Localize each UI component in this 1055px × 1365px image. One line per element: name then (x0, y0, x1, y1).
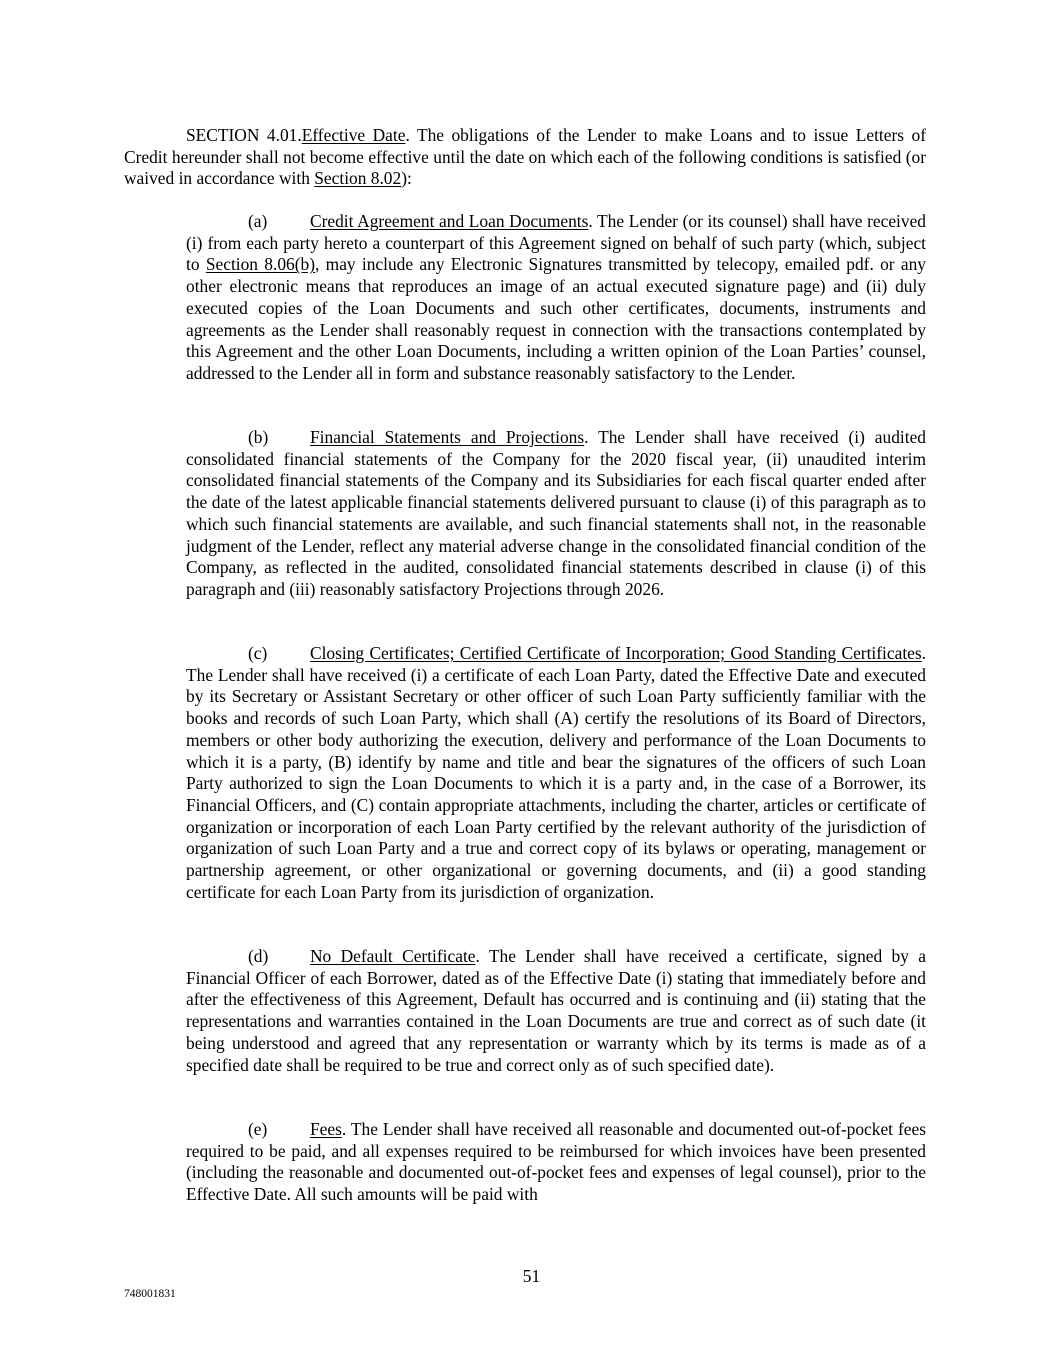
section-heading: Effective Date (301, 125, 406, 145)
paragraph-heading: Closing Certificates; Certified Certificate of Incorporation; Good Standing Certificates (310, 643, 922, 663)
section-text: . The obligations of the Lender to make Loans and to issue Letters of Credit hereunder shall not become effective until the date on which each of the following conditions is satisfied (or waived in accordance with (124, 125, 926, 189)
paragraph-heading: Credit Agreement and Loan Documents (310, 211, 589, 231)
paragraph-text: . The Lender shall have received all reasonable and documented out-of-pocket fees required to be paid, and all expenses required to be reimbursed for which invoices have been presented (including the reasonable and documented out-of-pocket fees and expenses of legal counsel), prior to the Effective Date. All such amounts will be paid with (186, 1119, 926, 1205)
paragraph-a (186, 211, 926, 385)
paragraph-d (186, 946, 926, 1076)
paragraph-label: (b) (248, 427, 269, 447)
paragraph-heading: No Default Certificate (310, 946, 476, 966)
paragraph-text: . The Lender shall have received a certificate, signed by a Financial Officer of each Borrower, dated as of the Effective Date (i) stating that immediately before and after the effectiveness of this Agreement, Default has occurred and is continuing and (ii) stating that the representations and warranties contained in the Loan Documents are true and correct as of such date (it being understood and agreed that any representation or warranty which by its terms is made as of a specified date shall be required to be true and correct only as of such specified date). (186, 946, 926, 1075)
paragraph-e (186, 1119, 926, 1206)
paragraph-label: (a) (248, 211, 268, 231)
page-number: 51 (522, 1266, 541, 1286)
paragraph-label: (d) (248, 946, 269, 966)
document-id: 748001831 (124, 1288, 176, 1300)
paragraph-label: (e) (248, 1119, 268, 1139)
paragraph-heading: Financial Statements and Projections (310, 427, 585, 447)
section-4-01 (124, 125, 926, 190)
paragraph-c (186, 643, 926, 903)
paragraph-heading: Fees (310, 1119, 342, 1139)
paragraph-text: . The Lender shall have received (i) audited consolidated financial statements of the Company for the 2020 fiscal year, (ii) unaudited interim consolidated financial statements of the Company and its Subsidiaries for each fiscal quarter ended after the date of the latest applicable financial statements delivered pursuant to clause (i) of this paragraph as to which such financial statements are available, and such financial statements shall not, in the reasonable judgment of the Lender, reflect any material adverse change in the consolidated financial condition of the Company, as reflected in the audited, consolidated financial statements described in clause (i) of this paragraph and (iii) reasonably satisfactory Projections through 2026. (186, 427, 926, 599)
paragraph-text: . The Lender (or its counsel) shall have received (i) from each party hereto a counterpart of this Agreement signed on behalf of such party (which, subject to (186, 211, 926, 275)
paragraph-label: (c) (248, 643, 268, 663)
paragraph-reference: Section 8.06(b) (205, 254, 316, 275)
section-reference: Section 8.02 (314, 168, 402, 189)
section-text-end: ): (401, 168, 412, 189)
paragraph-b (186, 427, 926, 601)
paragraph-text: . The Lender shall have received (i) a certificate of each Loan Party, dated the Effective Date and executed by its Secretary or Assistant Secretary or other officer of such Loan Party sufficiently familiar with the books and records of such Loan Party, which shall (A) certify the resolutions of its Board of Directors, members or other body authorizing the execution, delivery and performance of the Loan Documents to which it is a party, (B) identify by name and title and bear the signatures of the officers of such Loan Party authorized to sign the Loan Documents to which it is a party and, in the case of a Borrower, its Financial Officers, and (C) contain appropriate attachments, including the charter, articles or certificate of organization or incorporation of each Loan Party certified by the relevant authority of the jurisdiction of organization of such Loan Party and a true and correct copy of its bylaws or operating, management or partnership agreement, or other organizational or governing documents, and (ii) a good standing certificate for each Loan Party from its jurisdiction of organization. (186, 643, 926, 902)
section-number: SECTION 4.01. (186, 125, 302, 145)
paragraph-text-end: , may include any Electronic Signatures transmitted by telecopy, emailed pdf. or any other electronic means that reproduces an image of an actual executed signature page) and (ii) duly executed copies of the Loan Documents and such other certificates, documents, instruments and agreements as the Lender shall reasonably request in connection with the transactions contemplated by this Agreement and the other Loan Documents, including a written opinion of the Loan Parties’ counsel, addressed to the Lender all in form and substance reasonably satisfactory to the Lender. (186, 254, 926, 383)
